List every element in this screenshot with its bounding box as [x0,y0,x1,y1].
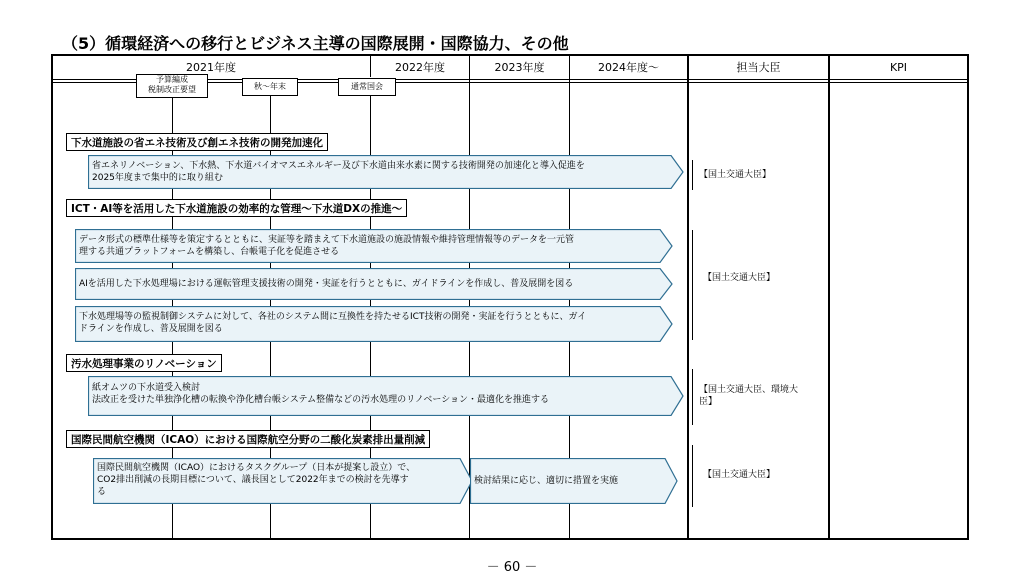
section-heading-sewer-dx: ICT・AI等を活用した下水道施設の効率的な管理～下水道DXの推進～ [66,199,407,217]
bracket-2 [692,230,693,340]
header-2021: 2021年度 [186,61,236,74]
section-heading-icao: 国際民間航空機関（ICAO）における国際航空分野の二酸化炭素排出量削減 [66,430,430,448]
section-heading-energy-tech: 下水道施設の省エネ技術及び創エネ技術の開発加速化 [66,133,328,151]
arrow-icao-implement [470,458,678,504]
arrow-data-platform [75,229,673,263]
section-heading-wastewater: 汚水処理事業のリノベーション [66,354,222,372]
header-minister: 担当大臣 [736,61,781,74]
header-2023: 2023年度 [494,61,545,74]
item-data-platform: データ形式の標準仕様等を策定するとともに、実証等を踏まえて下水道施設の施設情報や維持管理情報等のデータを一元管 理する共通プラットフォームを構築し、台帳電子化を促進させる [79,235,575,257]
bracket-4 [692,445,693,507]
item-icao-implement: 検討結果に応じ、適切に措置を実施 [474,476,619,486]
arrow-wastewater [88,376,684,416]
col-sep-kpi [828,55,830,539]
milestone-autumn: 秋～年末 [242,78,298,96]
arrow-ai-operation [75,268,673,300]
header-2022: 2022年度 [395,61,445,74]
minister-3: 【国土交通大臣、環境大 臣】 [699,385,799,407]
item-ict-monitoring: 下水処理場等の監視制御システムに対して、各社のシステム間に互換性を持たせるICT技術の開発・実証を行うとともに、ガイ ドラインを作成し、普及展開を図る [79,312,587,334]
arrow-ict-monitoring [75,306,673,342]
bracket-1 [692,160,693,190]
item-wastewater: 紙オムツの下水道受入検討 法改正を受けた単独浄化槽の転換や浄化槽台帳システム整備などの汚水処理のリノベーション・最適化を推進する [92,383,550,405]
header-kpi: KPI [889,61,908,74]
arrow-icao-taskgroup [93,458,473,504]
item-energy-tech: 省エネリノベーション、下水熱、下水道バイオマスエネルギー及び下水道由来水素に関する技術開発の加速化と導入促進を 2025年度まで集中的に取り組む [92,161,585,183]
col-sep-minister [687,55,689,539]
milestone-budget: 予算編成 税制改正要望 [136,74,208,98]
page-number: － 60 － [486,560,538,575]
minister-1: 【国土交通大臣】 [699,170,772,180]
item-ai-operation: AIを活用した下水処理場における運転管理支援技術の開発・実証を行うとともに、ガイドラインを作成し、普及展開を図る [79,279,574,289]
bracket-3 [692,369,693,425]
header-2024: 2024年度～ [598,61,659,74]
page-title: （5）循環経済への移行とビジネス主導の国際展開・国際協力、その他 [62,34,569,53]
milestone-diet: 通常国会 [338,78,396,96]
item-icao-taskgroup: 国際民間航空機関（ICAO）におけるタスクグループ（日本が提案し設立）で、 CO2排出削減の長期目標について、議長国として2022年までの検討を先導す る [97,463,416,497]
minister-2: 【国土交通大臣】 [703,273,776,283]
arrow-energy-tech [88,155,684,189]
minister-4: 【国土交通大臣】 [703,470,776,480]
